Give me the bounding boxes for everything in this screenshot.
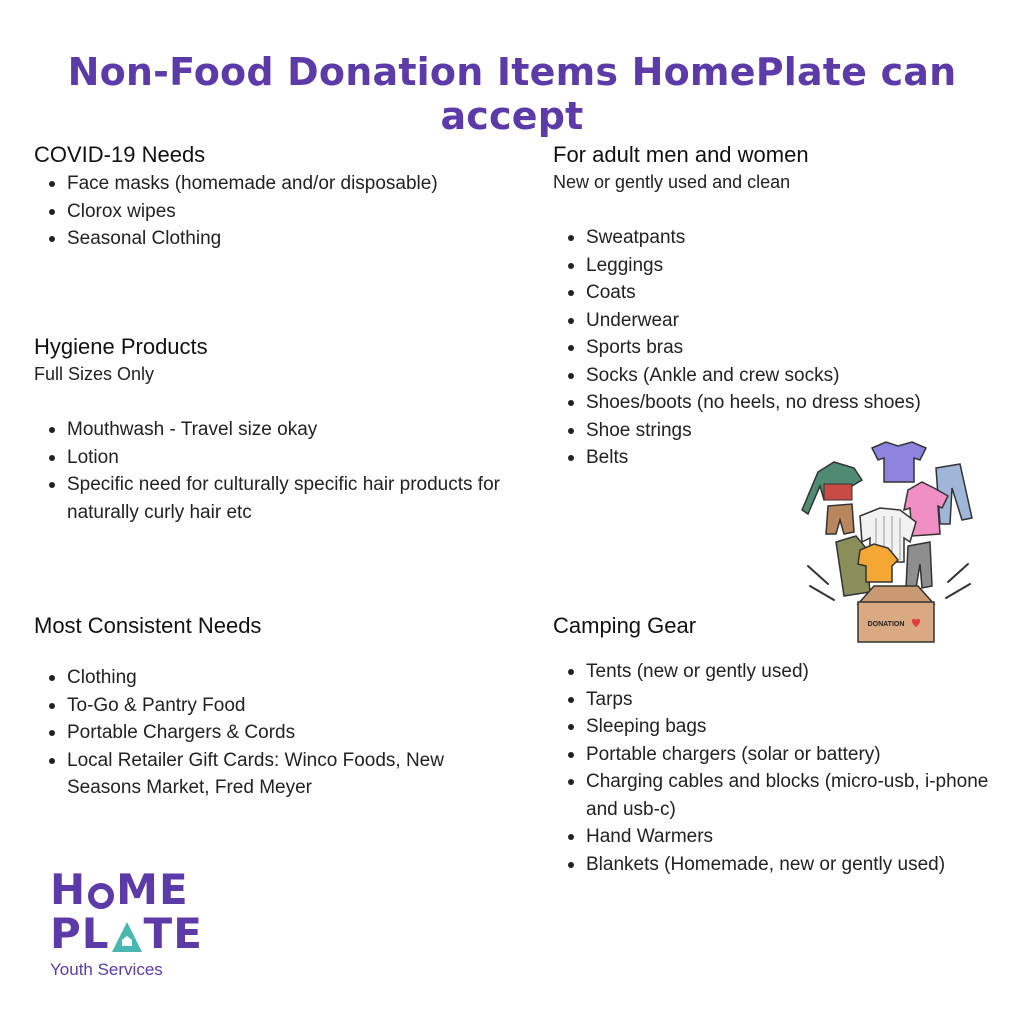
list-item: Portable Chargers & Cords (67, 719, 504, 747)
list-item: Sports bras (586, 334, 993, 362)
covid-heading: COVID-19 Needs (34, 142, 206, 167)
pants-icon (906, 542, 932, 588)
logo-text: TE (143, 909, 203, 958)
box-label: DONATION (867, 621, 905, 628)
list-item: Lotion (67, 444, 504, 472)
covid-section (34, 140, 514, 253)
list-item: Coats (586, 279, 993, 307)
list-item: Belts (586, 444, 993, 472)
camping-heading: Camping Gear (553, 613, 697, 638)
list-item: Local Retailer Gift Cards: Winco Foods, New Seasons Market, Fred Meyer (67, 747, 504, 802)
list-item: Sleeping bags (586, 713, 993, 741)
camping-section (553, 611, 993, 878)
list-item: Shoe strings (586, 417, 993, 445)
homeplate-logo (50, 865, 250, 980)
list-item: Face masks (homemade and/or disposable) (67, 170, 514, 198)
logo-text: H (50, 865, 87, 914)
list-item: Tents (new or gently used) (586, 658, 993, 686)
camping-list (553, 658, 993, 878)
logo-text: ME (116, 865, 189, 914)
list-item: To-Go & Pantry Food (67, 692, 504, 720)
list-item: Blankets (Homemade, new or gently used) (586, 851, 993, 879)
list-item: Underwear (586, 307, 993, 335)
adult-clothing-section (553, 140, 993, 472)
list-item: Seasonal Clothing (67, 225, 514, 253)
hygiene-list (34, 416, 504, 526)
logo-line-plate (50, 909, 250, 958)
shirt-icon (872, 442, 926, 482)
list-item: Clothing (67, 664, 504, 692)
covid-list (34, 170, 514, 253)
list-item: Socks (Ankle and crew socks) (586, 362, 993, 390)
list-item: Specific need for culturally specific hair products for naturally curly hair etc (67, 471, 504, 526)
hygiene-section (34, 332, 504, 526)
list-item: Hand Warmers (586, 823, 993, 851)
logo-subtitle: Youth Services (50, 960, 163, 979)
list-item: Tarps (586, 686, 993, 714)
list-item: Portable chargers (solar or battery) (586, 741, 993, 769)
list-item: Sweatpants (586, 224, 993, 252)
consistent-needs-section (34, 611, 504, 802)
list-item: Charging cables and blocks (micro-usb, i-phone and usb-c) (586, 768, 993, 823)
page-title: Non-Food Donation Items HomePlate can accept (67, 50, 957, 138)
list-item: Leggings (586, 252, 993, 280)
list-item: Shoes/boots (no heels, no dress shoes) (586, 389, 993, 417)
consistent-list (34, 664, 504, 802)
consistent-heading: Most Consistent Needs (34, 613, 262, 638)
logo-text: PL (50, 909, 110, 958)
donation-box-illustration (800, 438, 976, 644)
logo-line-home (50, 865, 250, 914)
list-item: Mouthwash - Travel size okay (67, 416, 504, 444)
shorts-icon (826, 504, 854, 534)
logo-home-plate-icon (110, 916, 144, 956)
adult-list (553, 224, 993, 472)
hygiene-subtitle: Full Sizes Only (34, 364, 155, 384)
adult-heading: For adult men and women (553, 142, 809, 167)
list-item: Clorox wipes (67, 198, 514, 226)
hygiene-heading: Hygiene Products (34, 334, 208, 359)
logo-o-circle-icon (86, 872, 116, 912)
adult-subtitle: New or gently used and clean (553, 172, 791, 192)
